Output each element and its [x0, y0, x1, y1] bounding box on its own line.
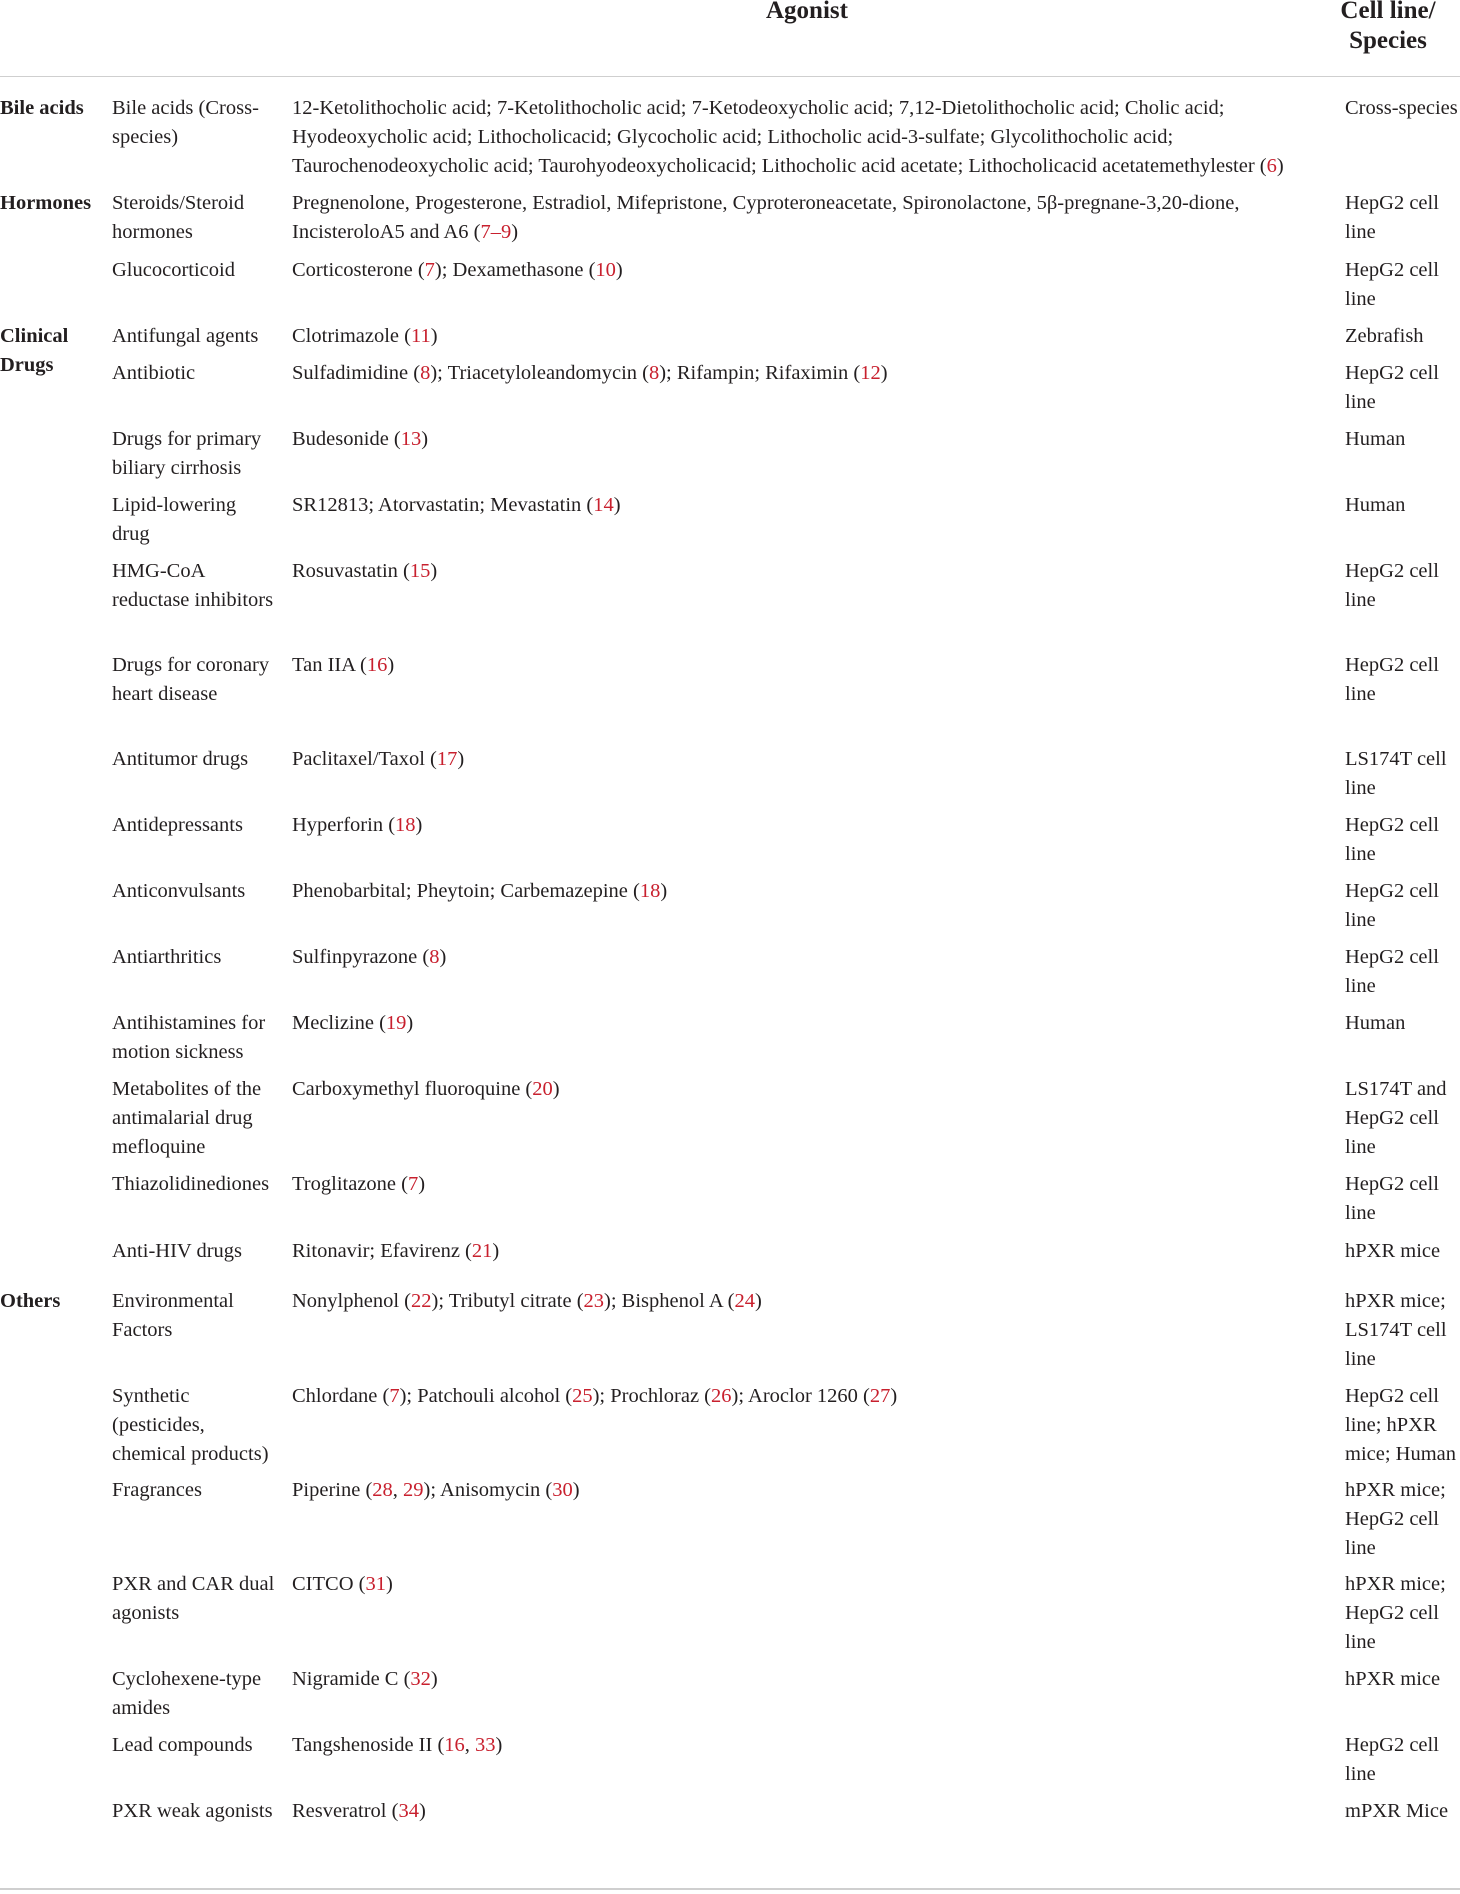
reference-link[interactable]: 28 — [372, 1479, 393, 1501]
reference-link[interactable]: 19 — [385, 1012, 407, 1034]
table-row-category: Drugs for primary biliary cirrhosis — [112, 428, 262, 479]
table-row-agonist: Carboxymethyl fluoroquine (20) — [292, 1078, 560, 1100]
header-rule — [0, 76, 1460, 77]
table-row-category: Metabolites of the antimalarial drug mefloquine — [112, 1078, 262, 1158]
group-label: Bile acids — [0, 97, 84, 119]
reference-link[interactable]: 31 — [365, 1573, 386, 1595]
table-row-species: HepG2 cell line; hPXR mice; Human — [1345, 1385, 1457, 1465]
table-row-species: HepG2 cell line — [1345, 946, 1439, 997]
table-row-agonist: CITCO (31) — [292, 1573, 393, 1595]
table-row-category: Steroids/Steroid hormones — [112, 192, 245, 243]
table-row-species: mPXR Mice — [1345, 1800, 1449, 1822]
table-row-species: hPXR mice; LS174T cell line — [1345, 1290, 1447, 1370]
table-row-species: HepG2 cell line — [1345, 259, 1439, 310]
table-row-agonist: Sulfadimidine (8); Triacetyloleandomycin (8); Rifampin; Rifaximin (12) — [292, 362, 888, 384]
table-row-category: Thiazolidinediones — [112, 1173, 270, 1195]
reference-link[interactable]: 7 — [424, 259, 435, 281]
table-row-species: HepG2 cell line — [1345, 192, 1439, 243]
reference-link[interactable]: 7 — [389, 1385, 400, 1407]
table-row-category: Antibiotic — [112, 362, 196, 384]
reference-link[interactable]: 14 — [593, 494, 614, 516]
table-row-category: Glucocorticoid — [112, 259, 235, 281]
table-row-species: HepG2 cell line — [1345, 1173, 1439, 1224]
table-row-category: Environmental Factors — [112, 1290, 234, 1341]
table-row-species: HepG2 cell line — [1345, 814, 1439, 865]
table-row-category: Lead compounds — [112, 1734, 253, 1756]
reference-link[interactable]: 17 — [436, 748, 458, 770]
table-row-agonist: Pregnenolone, Progesterone, Estradiol, Mifepristone, Cyproteroneacetate, Spironolactone, 5β-pregnane-3,20-dione, IncisteroloA5 and A6 (7–9) — [292, 192, 1240, 243]
table-row-species: Zebrafish — [1345, 325, 1424, 347]
table-row-species: HepG2 cell line — [1345, 362, 1439, 413]
table-row-species: HepG2 cell line — [1345, 880, 1439, 931]
reference-link[interactable]: 15 — [409, 560, 431, 582]
reference-link[interactable]: 30 — [552, 1479, 573, 1501]
reference-link[interactable]: 13 — [400, 428, 422, 450]
header-agonist: Agonist — [766, 0, 848, 24]
header-cell-line-species: Cell line/ Species — [1340, 0, 1436, 54]
table-row-species: HepG2 cell line — [1345, 560, 1439, 611]
table-row-species: hPXR mice; HepG2 cell line — [1345, 1479, 1446, 1559]
table-row-category: Cyclohexene-type amides — [112, 1668, 262, 1719]
reference-link[interactable]: 18 — [639, 880, 661, 902]
table-row-agonist: Clotrimazole (11) — [292, 325, 438, 347]
group-label: Hormones — [0, 192, 92, 214]
reference-link[interactable]: 7 — [407, 1173, 419, 1195]
table-row-agonist: Budesonide (13) — [292, 428, 429, 450]
table-row-category: Fragrances — [112, 1479, 202, 1501]
table-row-agonist: Ritonavir; Efavirenz (21) — [292, 1240, 500, 1262]
reference-link[interactable]: 26 — [711, 1385, 732, 1407]
table-row-species: HepG2 cell line — [1345, 654, 1439, 705]
reference-link[interactable]: 16 — [444, 1734, 465, 1756]
table-row-agonist: Corticosterone (7); Dexamethasone (10) — [292, 259, 623, 281]
reference-link[interactable]: 11 — [410, 325, 431, 347]
reference-link[interactable]: 22 — [411, 1290, 432, 1312]
reference-link[interactable]: 8 — [648, 362, 660, 384]
reference-link[interactable]: 18 — [395, 814, 416, 836]
group-label: Clinical Drugs — [0, 325, 69, 376]
reference-link[interactable]: 10 — [595, 259, 616, 281]
table-row-category: PXR and CAR dual agonists — [112, 1573, 275, 1624]
table-row-species: Cross-species — [1345, 97, 1458, 119]
bottom-rule — [0, 1888, 1460, 1890]
table-row-species: LS174T and HepG2 cell line — [1345, 1078, 1447, 1158]
table-row-agonist: Chlordane (7); Patchouli alcohol (25); Prochloraz (26); Aroclor 1260 (27) — [292, 1385, 898, 1407]
table-row-species: Human — [1345, 428, 1406, 450]
reference-link[interactable]: 21 — [471, 1240, 493, 1262]
reference-link[interactable]: 16 — [366, 654, 388, 676]
reference-link[interactable]: 29 — [403, 1479, 424, 1501]
reference-link[interactable]: 25 — [572, 1385, 593, 1407]
table-row-category: HMG-CoA reductase inhibitors — [112, 560, 274, 611]
table-row-species: hPXR mice; HepG2 cell line — [1345, 1573, 1446, 1653]
table-row-agonist: Nonylphenol (22); Tributyl citrate (23); Bisphenol A (24) — [292, 1290, 762, 1312]
table-row-species: LS174T cell line — [1345, 748, 1447, 799]
table-row-agonist: Tan IIA (16) — [292, 654, 395, 676]
table-row-category: Drugs for coronary heart disease — [112, 654, 270, 705]
table-row-species: Human — [1345, 1012, 1406, 1034]
reference-link[interactable]: 20 — [532, 1078, 553, 1100]
table-row-agonist: Piperine (28, 29); Anisomycin (30) — [292, 1479, 580, 1501]
reference-link[interactable]: 8 — [429, 946, 440, 968]
table-row-category: Lipid-lowering drug — [112, 494, 237, 545]
table-row-species: hPXR mice — [1345, 1668, 1441, 1690]
reference-link[interactable]: 34 — [398, 1800, 419, 1822]
table-row-agonist: Sulfinpyrazone (8) — [292, 946, 447, 968]
table-row-species: hPXR mice — [1345, 1240, 1441, 1262]
reference-link[interactable]: 33 — [475, 1734, 496, 1756]
reference-link[interactable]: 8 — [420, 362, 431, 384]
table-row-agonist: Rosuvastatin (15) — [292, 560, 438, 582]
table-row-species: HepG2 cell line — [1345, 1734, 1439, 1785]
reference-link[interactable]: 7–9 — [480, 221, 512, 243]
reference-link[interactable]: 6 — [1266, 155, 1277, 177]
table-row-category: PXR weak agonists — [112, 1800, 273, 1822]
table-row-agonist: Hyperforin (18) — [292, 814, 423, 836]
table-row-agonist: SR12813; Atorvastatin; Mevastatin (14) — [292, 494, 621, 516]
table-row-agonist: Tangshenoside II (16, 33) — [292, 1734, 503, 1756]
reference-link[interactable]: 23 — [583, 1290, 605, 1312]
table-row-category: Anti-HIV drugs — [112, 1240, 243, 1262]
reference-link[interactable]: 24 — [734, 1290, 755, 1312]
table-row-category: Antitumor drugs — [112, 748, 249, 770]
table-row-species: Human — [1345, 494, 1406, 516]
table-row-agonist: Meclizine (19) — [292, 1012, 414, 1034]
table-row-agonist: Paclitaxel/Taxol (17) — [292, 748, 465, 770]
table-row-agonist: Phenobarbital; Pheytoin; Carbemazepine (18) — [292, 880, 668, 902]
group-label: Others — [0, 1290, 61, 1312]
table-row-category: Anticonvulsants — [112, 880, 246, 902]
table-row-category: Antifungal agents — [112, 325, 259, 347]
table-row-agonist: 12-Ketolithocholic acid; 7-Ketolithocholic acid; 7-Ketodeoxycholic acid; 7,12-Dietolithocholic acid; Cholic acid; Hyodeoxycholic acid; Lithocholicacid; Glycocholic acid; Lithocholic acid-3-sulfate; Glycolithocholic acid; Taurochenodeoxycholic acid; Taurohyodeoxycholicacid; Lithocholic acid acetate; Lithocholicacid acetatemethylester (6) — [292, 97, 1284, 177]
table-row-agonist: Nigramide C (32) — [292, 1668, 438, 1690]
table-row-agonist: Resveratrol (34) — [292, 1800, 426, 1822]
reference-link[interactable]: 32 — [410, 1668, 431, 1690]
table-row-agonist: Troglitazone (7) — [292, 1173, 426, 1195]
table-row-category: Bile acids (Cross-species) — [112, 97, 259, 148]
table-row-category: Antidepressants — [112, 814, 243, 836]
table-row-category: Antihistamines for motion sickness — [112, 1012, 266, 1063]
reference-link[interactable]: 12 — [860, 362, 881, 384]
reference-link[interactable]: 27 — [869, 1385, 891, 1407]
table-row-category: Synthetic (pesticides, chemical products) — [112, 1385, 269, 1465]
table-row-category: Antiarthritics — [112, 946, 222, 968]
